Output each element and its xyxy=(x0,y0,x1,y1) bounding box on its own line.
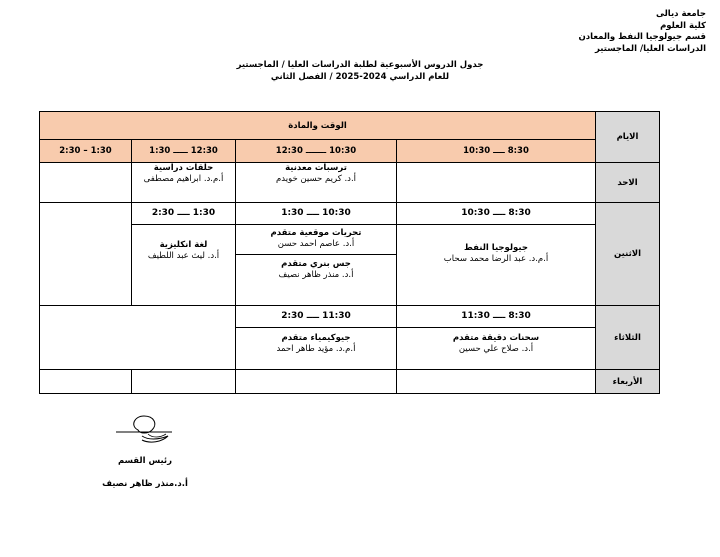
signature-role: رئيس القسم xyxy=(117,456,173,466)
monday-subject-2a: تحريات موقعية متقدم xyxy=(270,228,362,238)
wednesday-slot-3 xyxy=(132,370,236,394)
slot-2: 10:30 ـــــــ 12:30 xyxy=(236,140,397,163)
tuesday-prof-1: أ.د. صلاح علي حسين xyxy=(458,344,534,354)
monday-slot-2 xyxy=(236,203,397,306)
tuesday-subject-1: سحنات دقيقة متقدم xyxy=(452,333,540,343)
university-name: جامعة ديالى xyxy=(655,9,706,19)
wednesday-slot-2 xyxy=(236,370,397,394)
monday-prof-2b: أ.د. منذر ظاهر نصيف xyxy=(278,270,354,280)
row-tuesday xyxy=(40,306,660,370)
signature-mark xyxy=(108,410,178,446)
sunday-prof-2: أ.د. كريم حسين خويدم xyxy=(275,174,357,184)
time-subject-header: الوقت والمادة xyxy=(40,112,596,140)
row-monday xyxy=(40,203,660,306)
day-monday: الاثنين xyxy=(596,203,660,306)
wednesday-slot-1 xyxy=(397,370,596,394)
tuesday-slot-3-4 xyxy=(40,306,236,370)
tuesday-time-1: 8:30 ــــ 11:30 xyxy=(397,306,595,328)
institution-header xyxy=(579,9,706,55)
wednesday-slot-4 xyxy=(40,370,132,394)
days-header: الايام xyxy=(596,112,660,163)
day-wednesday: الأربعاء xyxy=(596,370,660,394)
tuesday-subject-2: جيوكيمياء متقدم xyxy=(281,333,351,343)
tuesday-time-2: 11:30 ــــ 2:30 xyxy=(236,306,396,328)
sunday-slot-4 xyxy=(40,163,132,203)
monday-subject-3: لغة انكليزية xyxy=(159,240,208,250)
monday-slot-4 xyxy=(40,203,132,306)
monday-prof-3: أ.د. ليث عبد اللطيف xyxy=(147,251,220,261)
monday-prof-2a: أ.د. عاصم احمد حسن xyxy=(277,239,355,249)
monday-time-3: 1:30 ــــ 2:30 xyxy=(132,203,235,225)
slot-4: 1:30 – 2:30 xyxy=(40,140,132,163)
tuesday-slot-1 xyxy=(397,306,596,370)
slot-3: 12:30 ـــــ 1:30 xyxy=(132,140,236,163)
row-wednesday xyxy=(40,370,660,394)
tuesday-prof-2: أ.م.د. مؤيد طاهر احمد xyxy=(276,344,356,354)
sunday-slot-2 xyxy=(236,163,397,203)
department-name: قسم جيولوجيا النفط والمعادن xyxy=(578,32,706,42)
monday-subject-1: جيولوجيا النفط xyxy=(464,243,528,253)
monday-slot-3 xyxy=(132,203,236,306)
schedule-table xyxy=(39,111,660,394)
sunday-subject-2: ترسبات معدنية xyxy=(285,163,347,173)
day-tuesday: الثلاثاء xyxy=(596,306,660,370)
monday-time-2: 10:30 ــــ 1:30 xyxy=(236,203,396,225)
monday-time-1: 8:30 ــــ 10:30 xyxy=(397,203,595,225)
tuesday-slot-2 xyxy=(236,306,397,370)
monday-slot-1 xyxy=(397,203,596,306)
monday-subject-2b: جس بنري متقدم xyxy=(281,259,351,269)
title-line-2: للعام الدراسي 2024-2025 / الفصل الثاني xyxy=(270,72,450,82)
signature-name: أ.د.منذر ظاهر نصيف xyxy=(102,479,188,489)
monday-prof-1: أ.م.د. عبد الرضا محمد سحاب xyxy=(443,254,549,264)
row-sunday xyxy=(40,163,660,203)
day-sunday: الاحد xyxy=(596,163,660,203)
sunday-prof-3: أ.م.د. ابراهيم مصطفى xyxy=(143,174,224,184)
sunday-subject-3: حلقات دراسية xyxy=(153,163,214,173)
program-name: الدراسات العليا/ الماجستير xyxy=(595,43,706,54)
college-name: كلية العلوم xyxy=(660,20,706,31)
title-line-1: جدول الدروس الأسبوعية لطلبة الدراسات العليا / الماجستير xyxy=(236,60,484,70)
sunday-slot-3 xyxy=(132,163,236,203)
sunday-slot-1 xyxy=(397,163,596,203)
schedule-title xyxy=(0,59,720,83)
slot-1: 8:30 ــــ 10:30 xyxy=(397,140,596,163)
